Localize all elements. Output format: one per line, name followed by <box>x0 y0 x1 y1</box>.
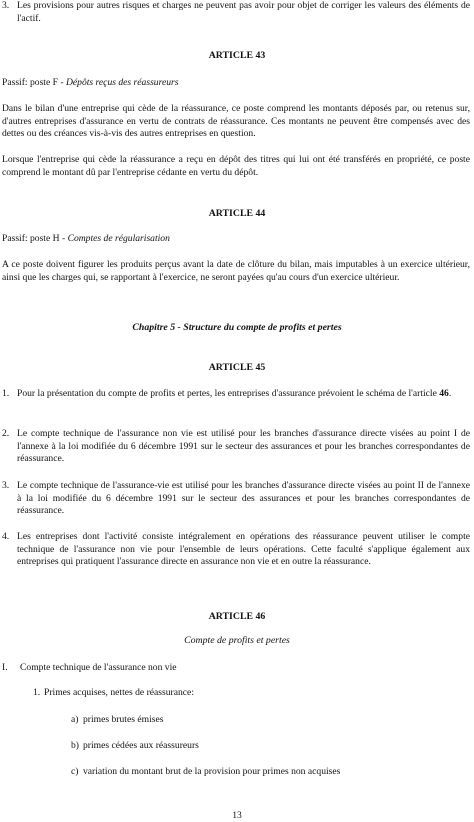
article-46-title: ARTICLE 46 <box>208 611 266 622</box>
article-43-heading-italic: Dépôts reçus des réassureurs <box>65 77 179 88</box>
article-45-item-4-text: Les entreprises dont l'activité consiste intégralement en opérations des réassurance peuvent utiliser le compte technique de l'assurance non vie pour l'ensemble de leurs opérations. Cette faculté s'applique également aux entreprises qui pratiquent l'assurance directe en assurance non vie et en outre la réassurance. <box>17 531 470 568</box>
item-a-letter: a) <box>71 714 79 725</box>
item-c-letter: c) <box>71 766 79 777</box>
article-44-title: ARTICLE 44 <box>208 208 266 219</box>
article-43-paragraph-2: Lorsque l'entreprise qui cède la réassurance a reçu en dépôt des titres qui lui ont été transférés en propriété, ce poste comprend le montant dû par l'entreprise cédante en vertu du dépôt. <box>2 154 470 178</box>
article-44-heading-prefix: Passif: poste H - <box>2 233 68 244</box>
article-44-heading <box>2 233 470 246</box>
section-i-label: Compte technique de l'assurance non vie <box>20 662 177 673</box>
section-i-number: I. <box>2 662 8 673</box>
subsection-1-number: 1. <box>33 687 41 698</box>
article-44-heading-italic: Comptes de régularisation <box>67 233 170 244</box>
item-a-text: primes brutes émises <box>83 714 164 725</box>
article-45-item-1-tail: . <box>448 388 452 399</box>
top-item-number: 3. <box>2 0 10 11</box>
article-44-paragraph-1: A ce poste doivent figurer les produits perçus avant la date de clôture du bilan, mais imputables à un exercice ultérieur, ainsi que les charges qui, se rapportant à l'exercice, ne seront payées qu'au cours d'un exercice ultérieur. <box>2 259 470 283</box>
item-c-text: variation du montant brut de la provision pour primes non acquises <box>83 766 341 777</box>
article-43-heading <box>2 77 470 90</box>
article-45-item-1-article-ref: 46 <box>439 388 449 399</box>
subsection-1-label: Primes acquises, nettes de réassurance: <box>44 687 194 698</box>
article-45-item-2-text: Le compte technique de l'assurance non vie est utilisé pour les branches d'assurance directe visées au point I de l'annexe à la loi modifiée du 6 décembre 1991 sur le secteur des assurances et pour les branches correspondantes de réassurance. <box>17 428 470 465</box>
article-45-item-2-number: 2. <box>2 428 10 439</box>
article-45-item-1-number: 1. <box>2 388 10 399</box>
item-b-letter: b) <box>71 740 79 751</box>
article-46-subtitle: Compte de profits et pertes <box>184 635 290 646</box>
article-45-item-3-number: 3. <box>2 480 10 491</box>
article-43-paragraph-1: Dans le bilan d'une entreprise qui cède de la réassurance, ce poste comprend les montants déposés par, ou retenus sur, d'autres entreprises d'assurance en vertu de contrats de réassurance. Ces montants ne peuvent être compensés avec des dettes ou des créances vis-à-vis des autres entreprises en question. <box>2 103 470 140</box>
article-43-title: ARTICLE 43 <box>208 50 266 61</box>
page-number: 13 <box>232 810 242 821</box>
article-45-item-3-text: Le compte technique de l'assurance-vie est utilisé pour les branches d'assurance directe visées au point II de l'annexe à la loi modifiée du 6 décembre 1991 sur le secteur des assurances et pour les branches correspondantes de réassurance. <box>17 480 470 517</box>
article-43-heading-prefix: Passif: poste F - <box>2 77 66 88</box>
chapter-5-title: Chapitre 5 - Structure du compte de profits et pertes <box>132 322 342 333</box>
top-item-text: Les provisions pour autres risques et charges ne peuvent pas avoir pour objet de corriger les valeurs des éléments de l'actif. <box>17 0 470 24</box>
article-45-item-1-text <box>17 388 470 401</box>
article-45-item-4-number: 4. <box>2 531 10 542</box>
item-b-text: primes cédées aux réassureurs <box>83 740 199 751</box>
article-45-title: ARTICLE 45 <box>208 362 266 373</box>
article-45-item-1-body: Pour la présentation du compte de profits et pertes, les entreprises d'assurance prévoient le schéma de l'article <box>17 388 440 399</box>
